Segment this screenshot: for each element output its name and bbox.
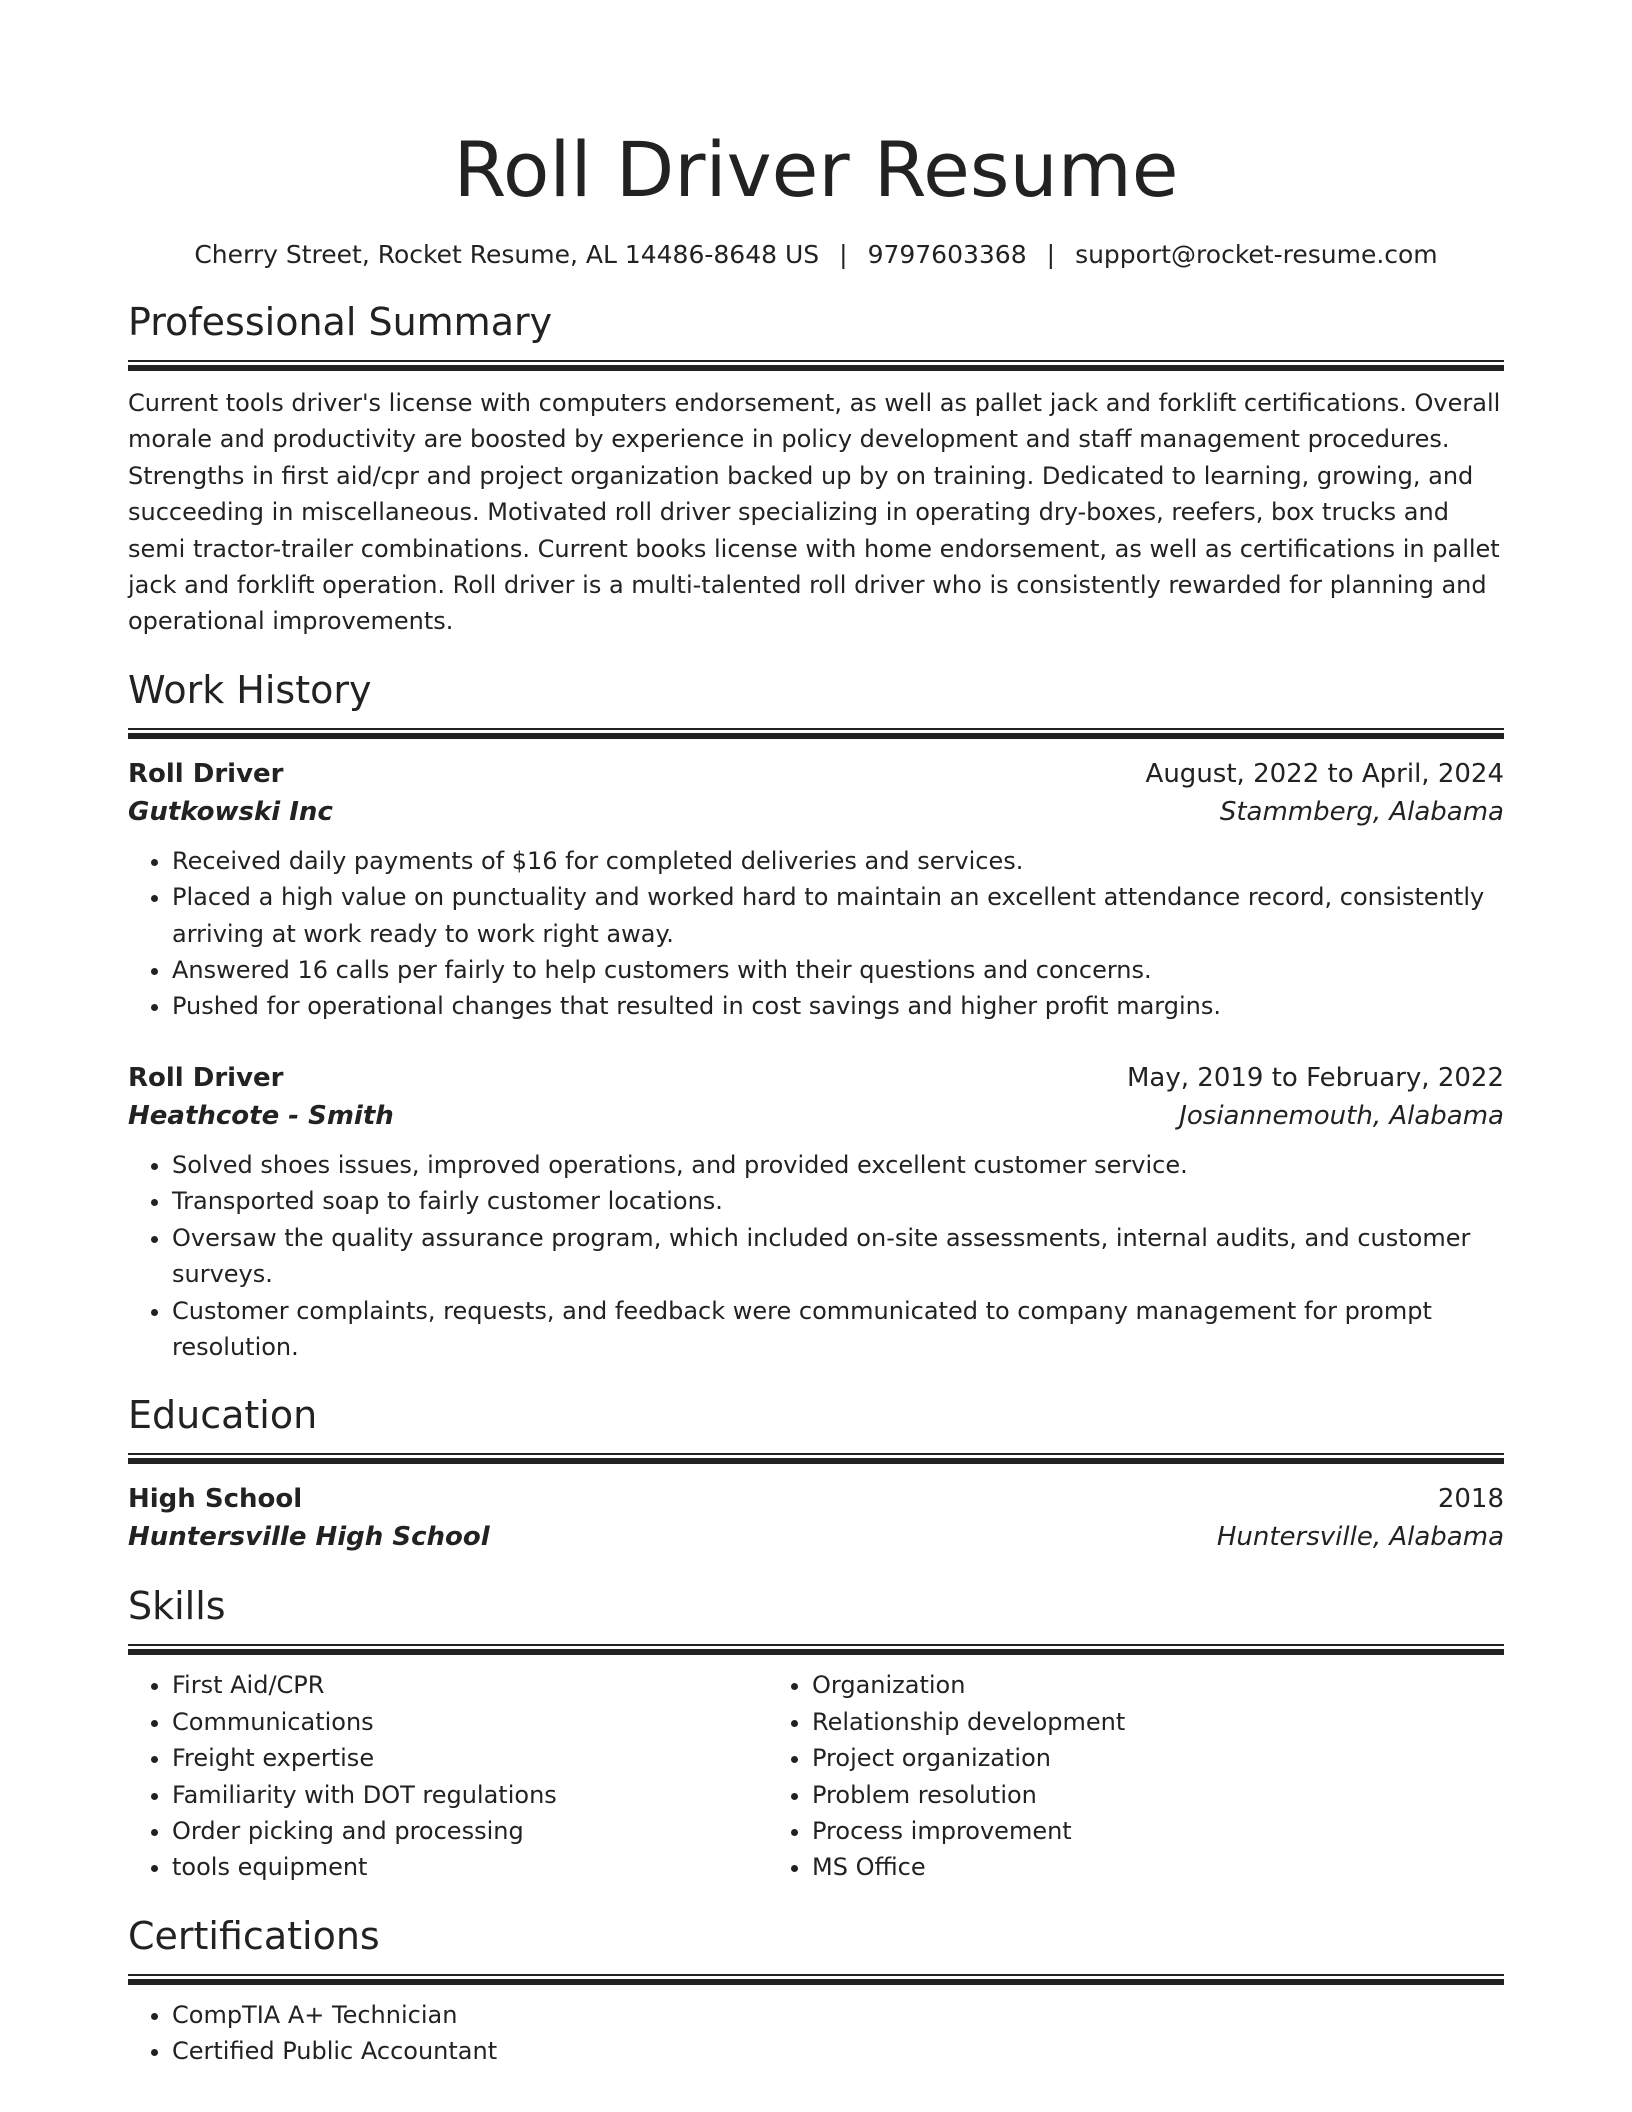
section-title-skills: Skills: [128, 1584, 226, 1629]
job-bullets: [128, 1147, 1504, 1365]
certifications-section: [128, 1912, 1504, 2070]
job-dates: August, 2022 to April, 2024: [1145, 758, 1504, 789]
certification-item: • Certified Public Accountant: [172, 2033, 1504, 2069]
section-title-certifications: Certifications: [128, 1913, 380, 1958]
summary-section: [128, 298, 1504, 640]
education-location: Huntersville, Alabama: [1216, 1522, 1504, 1553]
job-dates: May, 2019 to February, 2022: [1127, 1062, 1504, 1093]
job-company: Heathcote - Smith: [128, 1100, 394, 1131]
section-divider: [128, 1453, 1504, 1464]
job-company: Gutkowski Inc: [128, 796, 333, 827]
job-position: Roll Driver: [128, 1062, 284, 1093]
job-bullet: • Placed a high value on punctuality and worked hard to maintain an excellent attendance record, consistently arriving at work ready to work right away.: [172, 879, 1504, 952]
skill-item: • Communications: [172, 1704, 762, 1740]
job-location: Josiannemouth, Alabama: [1179, 1100, 1504, 1131]
section-title-work-history: Work History: [128, 667, 372, 712]
education-entry: [128, 1480, 1504, 1556]
job-bullets: [128, 843, 1504, 1025]
contact-separator: |: [839, 240, 848, 269]
skill-item: • Process improvement: [812, 1813, 1396, 1849]
job-bullet: • Received daily payments of $16 for completed deliveries and services.: [172, 843, 1504, 879]
job-bullet: • Solved shoes issues, improved operations, and provided excellent customer service.: [172, 1147, 1504, 1183]
job-entry: [128, 1059, 1504, 1365]
resume-title: Roll Driver Resume: [453, 125, 1179, 214]
skill-item: • Project organization: [812, 1740, 1396, 1776]
phone-text: 9797603368: [867, 240, 1027, 269]
contact-line: [128, 238, 1504, 272]
section-divider: [128, 728, 1504, 739]
section-divider: [128, 1644, 1504, 1655]
skill-item: • MS Office: [812, 1849, 1396, 1885]
education-school: Huntersville High School: [128, 1522, 490, 1553]
section-title-education: Education: [128, 1393, 318, 1438]
skill-item: • Order picking and processing: [172, 1813, 762, 1849]
certification-item: • CompTIA A+ Technician: [172, 1997, 1504, 2033]
skills-grid: [128, 1667, 1504, 1885]
skill-item: • Relationship development: [812, 1704, 1396, 1740]
skills-section: [128, 1582, 1504, 1885]
section-divider: [128, 360, 1504, 371]
job-bullet: • Pushed for operational changes that resulted in cost savings and higher profit margins.: [172, 988, 1504, 1024]
address-text: Cherry Street, Rocket Resume, AL 14486-8648 US: [194, 240, 820, 269]
contact-separator: |: [1046, 240, 1056, 269]
job-position: Roll Driver: [128, 758, 284, 789]
skills-column-left: [128, 1667, 762, 1885]
job-bullet: • Answered 16 calls per fairly to help customers with their questions and concerns.: [172, 952, 1504, 988]
skill-item: • tools equipment: [172, 1849, 762, 1885]
certification-list: [128, 1997, 1504, 2070]
job-entry: [128, 755, 1504, 1025]
job-location: Stammberg, Alabama: [1219, 796, 1504, 827]
section-title-summary: Professional Summary: [128, 300, 553, 344]
job-bullet: • Customer complaints, requests, and feedback were communicated to company management for prompt resolution.: [172, 1293, 1504, 1366]
education-section: [128, 1391, 1504, 1556]
job-bullet: • Transported soap to fairly customer locations.: [172, 1183, 1504, 1219]
skill-item: • First Aid/CPR: [172, 1667, 762, 1703]
skill-item: • Freight expertise: [172, 1740, 762, 1776]
job-bullet: • Oversaw the quality assurance program, which included on-site assessments, internal audits, and customer surveys.: [172, 1220, 1504, 1293]
summary-text: Current tools driver's license with computers endorsement, as well as pallet jack and forklift certifications. Overall morale and productivity are boosted by experience in policy development and staff management procedures. Strengths in first aid/cpr and project organization backed up by on training. Dedicated to learning, growing, and succeeding in miscellaneous. Motivated roll driver specializing in operating dry-boxes, reefers, box trucks and semi tractor-trailer combinations. Current books license with home endorsement, as well as certifications in pallet jack and forklift operation. Roll driver is a multi-talented roll driver who is consistently rewarded for planning and operational improvements.: [128, 389, 1501, 636]
education-degree: High School: [128, 1484, 303, 1515]
education-year: 2018: [1437, 1484, 1504, 1515]
skill-item: • Organization: [812, 1667, 1396, 1703]
skills-column-right: [762, 1667, 1396, 1885]
work-history-section: [128, 666, 1504, 1365]
email-text: support@rocket-resume.com: [1075, 240, 1438, 269]
skill-item: • Familiarity with DOT regulations: [172, 1777, 762, 1813]
resume-page: [128, 0, 1504, 2070]
section-divider: [128, 1974, 1504, 1985]
skill-item: • Problem resolution: [812, 1777, 1396, 1813]
